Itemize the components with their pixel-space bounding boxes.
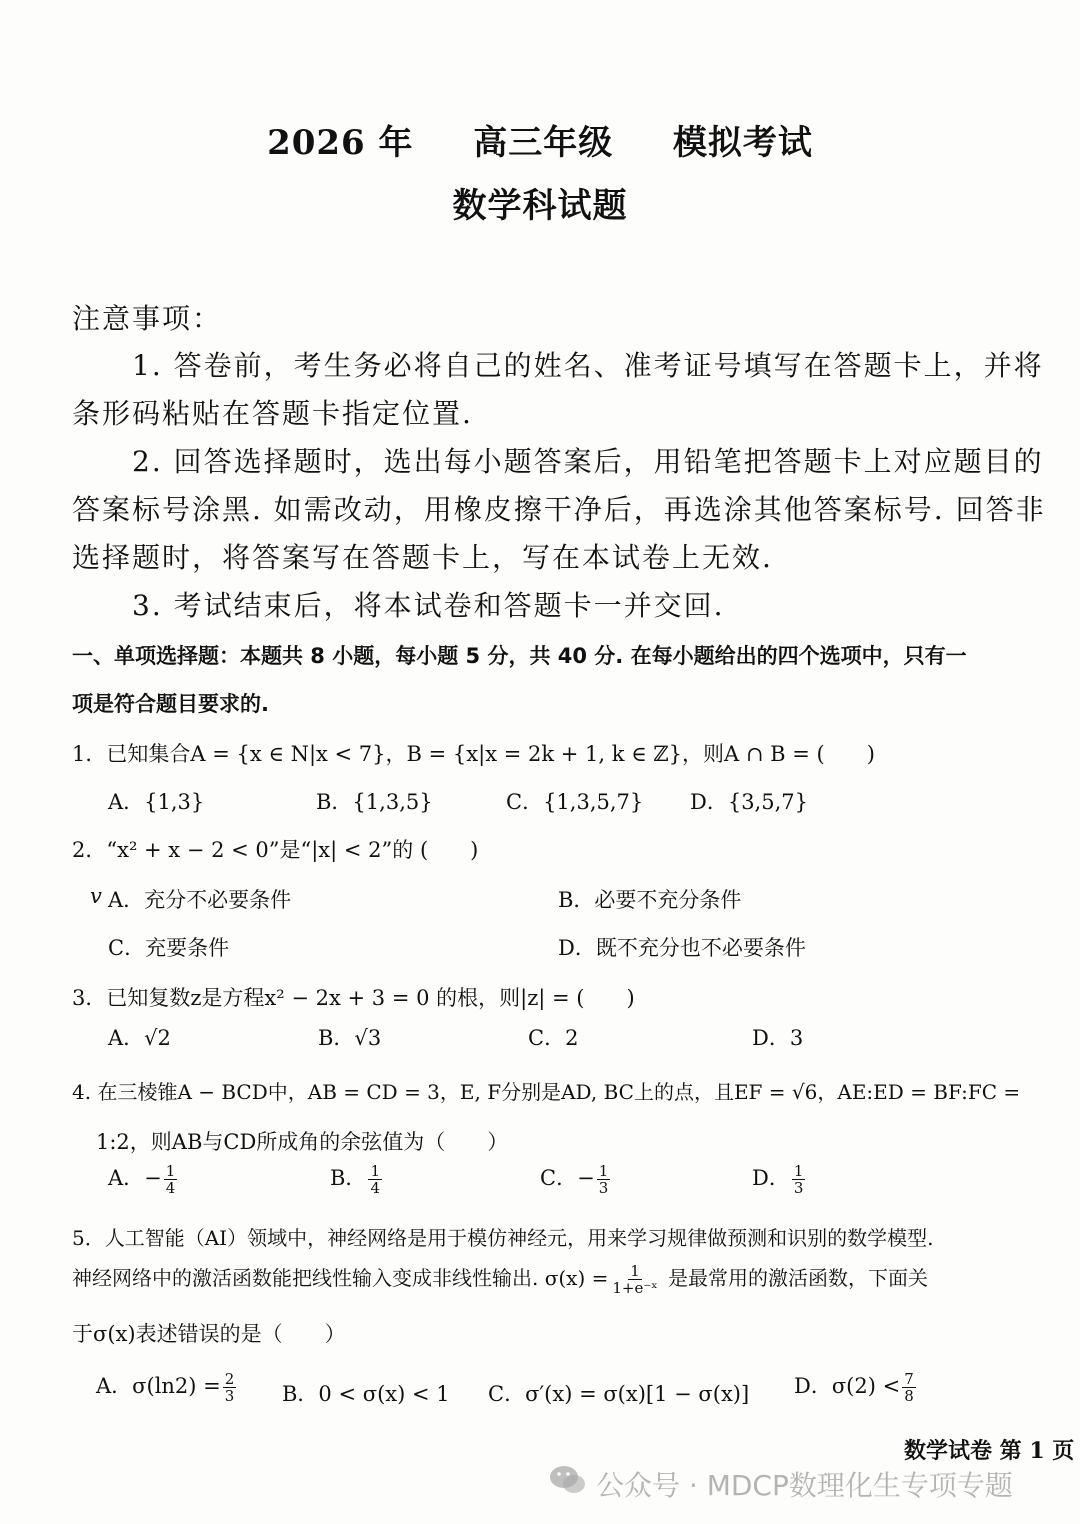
fraction-numerator: 1 <box>165 1162 176 1180</box>
section1-heading-line1: 一、单项选择题：本题共 8 小题，每小题 5 分，共 40 分. 在每小题给出的四个选项中，只有一 <box>72 644 967 668</box>
q4-option-c-sign: − <box>577 1166 595 1190</box>
title-year: 2026 年 <box>267 123 414 163</box>
title-exam: 模拟考试 <box>672 123 813 163</box>
fraction-denominator: 4 <box>165 1179 176 1197</box>
section1-heading-line2: 项是符合题目要求的. <box>72 692 269 716</box>
q5-option-b: B．0 < σ(x) < 1 <box>282 1382 450 1406</box>
fraction-numerator: 1 <box>370 1162 380 1180</box>
q2-option-c: C．充要条件 <box>108 936 230 960</box>
q1-option-a: A．{1,3} <box>108 790 205 814</box>
q4-option-a <box>108 1162 179 1196</box>
q5-option-a-fraction <box>223 1371 237 1404</box>
q4-option-a-sign: − <box>144 1166 162 1190</box>
fraction-denominator: 1+e⁻ˣ <box>612 1279 658 1297</box>
q3-option-b: B．√3 <box>318 1026 382 1050</box>
wechat-icon <box>548 1462 588 1498</box>
fraction-numerator: 2 <box>224 1370 235 1388</box>
q5-stem-line2-tail: 是最常用的激活函数，下面关 <box>668 1266 928 1290</box>
q4-option-d-fraction <box>792 1163 806 1196</box>
q4-stem-line1: 4. 在三棱锥A − BCD中，AB = CD = 3，E, F分别是AD, BC上的点，且EF = √6，AE:ED = BF:FC = <box>72 1080 1021 1104</box>
q3-option-d: D．3 <box>752 1026 804 1050</box>
q5-option-a <box>96 1370 238 1404</box>
q4-option-b <box>330 1162 384 1196</box>
q5-option-c: C．σ′(x) = σ(x)[1 − σ(x)] <box>488 1382 750 1406</box>
notice-heading: 注意事项： <box>72 302 223 335</box>
q5-option-d-text: D．σ(2) < <box>794 1374 901 1398</box>
watermark-text: 公众号 · MDCP数理化生专项专题 <box>596 1469 1013 1502</box>
exam-subtitle: 数学科试题 <box>452 186 628 226</box>
fraction-numerator: 1 <box>793 1162 804 1180</box>
notice-item1-line1: 1. 答卷前，考生务必将自己的姓名、准考证号填写在答题卡上，并将 <box>132 349 1044 382</box>
q2-handwritten-mark: v <box>90 884 102 908</box>
q4-option-c-label: C． <box>540 1166 578 1190</box>
fraction-denominator: 3 <box>793 1179 804 1197</box>
page-number: 数学试卷 第 1 页 <box>904 1438 1075 1464</box>
q1-option-b: B．{1,3,5} <box>316 790 433 814</box>
fraction-denominator: 8 <box>904 1387 914 1405</box>
q1-option-c: C．{1,3,5,7} <box>506 790 644 814</box>
q5-option-a-text: A．σ(ln2) = <box>96 1374 221 1398</box>
q1-option-d: D．{3,5,7} <box>690 790 808 814</box>
q5-stem-line1: 5．人工智能（AI）领域中，神经网络是用于模仿神经元，用来学习规律做预测和识别的数学模型. <box>72 1226 934 1250</box>
q4-option-a-label: A． <box>108 1166 145 1190</box>
notice-item2-line1: 2. 回答选择题时，选出每小题答案后，用铅笔把答题卡上对应题目的 <box>132 445 1044 478</box>
exam-title <box>0 115 1080 164</box>
q4-option-d <box>752 1162 807 1196</box>
q4-option-c-fraction <box>597 1163 611 1196</box>
q4-option-d-label: D． <box>752 1166 790 1190</box>
fraction-numerator: 1 <box>598 1162 609 1180</box>
q5-stem-line2 <box>72 1262 928 1296</box>
q2-option-d: D．既不充分也不必要条件 <box>558 936 806 960</box>
q4-stem-line2: 1:2，则AB与CD所成角的余弦值为（ ） <box>96 1130 509 1154</box>
q3-stem: 3．已知复数z是方程x² − 2x + 3 = 0 的根，则|z| = ( ) <box>72 986 635 1010</box>
q2-option-a: A．充分不必要条件 <box>108 888 292 912</box>
q5-option-d <box>794 1370 918 1404</box>
q5-option-d-fraction <box>902 1371 916 1404</box>
q4-option-a-fraction <box>164 1163 178 1196</box>
q2-option-b: B．必要不充分条件 <box>558 888 742 912</box>
notice-item3: 3. 考试结束后，将本试卷和答题卡一并交回. <box>132 589 725 622</box>
fraction-denominator: 3 <box>598 1179 609 1197</box>
notice-item2-line3: 选择题时，将答案写在答题卡上，写在本试卷上无效. <box>72 541 773 574</box>
q3-option-a: A．√2 <box>108 1026 171 1050</box>
q1-stem: 1．已知集合A = {x ∈ N|x < 7}，B = {x|x = 2k + 1, k ∈ ℤ}，则A ∩ B = ( ) <box>72 742 875 766</box>
fraction-denominator: 4 <box>370 1179 380 1197</box>
q5-sigma-definition: 神经网络中的激活函数能把线性输入变成非线性输出. σ(x) = <box>72 1266 609 1290</box>
fraction-denominator: 3 <box>224 1387 235 1405</box>
title-grade: 高三年级 <box>473 123 614 163</box>
q5-stem-line3: 于σ(x)表述错误的是（ ） <box>72 1322 346 1346</box>
q4-option-c <box>540 1162 612 1196</box>
fraction-numerator: 7 <box>904 1370 914 1388</box>
fraction-numerator: 1 <box>630 1262 640 1280</box>
notice-item2-line2: 答案标号涂黑. 如需改动，用橡皮擦干净后，再选涂其他答案标号. 回答非 <box>72 493 1046 526</box>
q2-stem: 2．“x² + x − 2 < 0”是“|x| < 2”的 ( ) <box>72 838 479 862</box>
q5-sigma-fraction <box>610 1263 659 1296</box>
notice-item1-line2: 条形码粘贴在答题卡指定位置. <box>72 397 473 430</box>
q4-option-b-label: B． <box>330 1166 367 1190</box>
q3-option-c: C．2 <box>528 1026 579 1050</box>
q4-option-b-fraction <box>368 1163 382 1196</box>
